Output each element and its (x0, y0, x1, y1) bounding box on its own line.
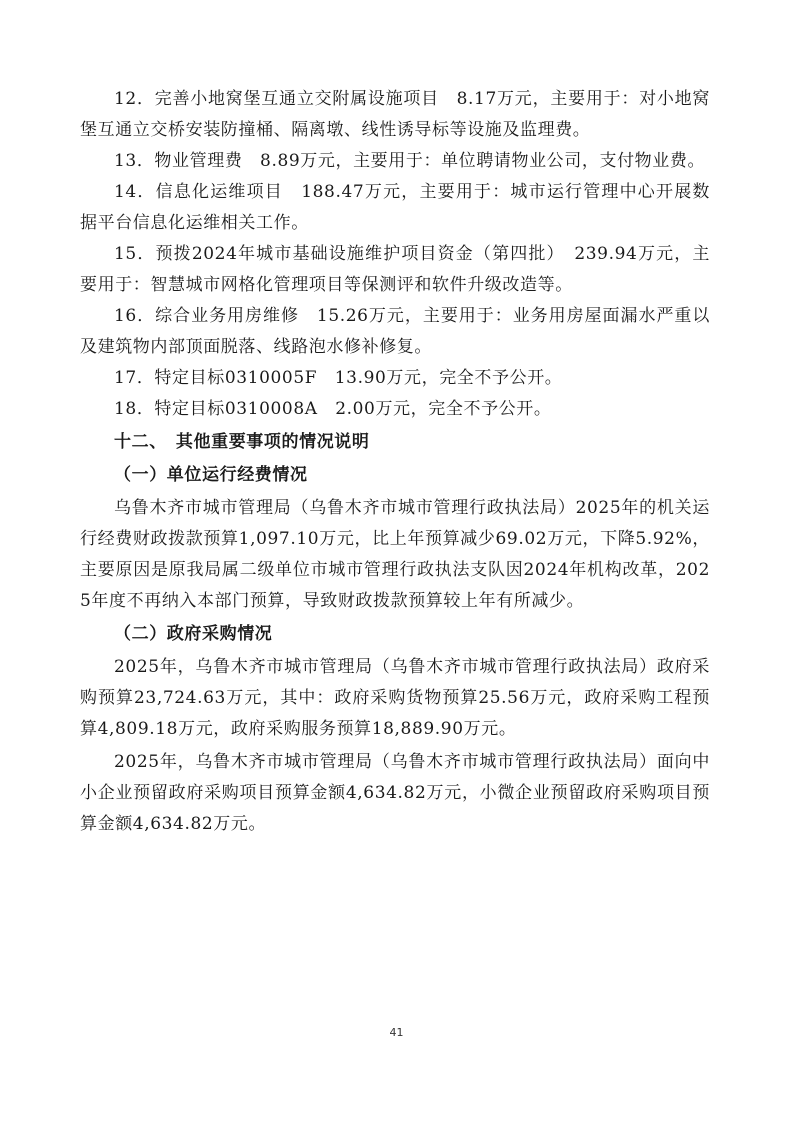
page-number: 41 (389, 1026, 404, 1039)
item-15-paragraph: 15．预拨2024年城市基础设施维护项目资金（第四批） 239.94万元，主要用于：智慧城市网格化管理项目等保测评和软件升级改造等。 (80, 244, 710, 295)
subsection-two-heading: （二）政府采购情况 (114, 624, 273, 644)
item-13-paragraph: 13．物业管理费 8.89万元，主要用于：单位聘请物业公司，支付物业费。 (114, 151, 706, 171)
section-twelve-heading: 十二、 其他重要事项的情况说明 (114, 432, 370, 452)
subsection-one-heading: （一）单位运行经费情况 (114, 465, 308, 485)
item-18-paragraph: 18．特定目标0310008A 2.00万元，完全不予公开。 (114, 399, 552, 419)
procurement-budget-paragraph: 2025年，乌鲁木齐市城市管理局（乌鲁木齐市城市管理行政执法局）政府采购预算23,724.63万元，其中：政府采购货物预算25.56万元，政府采购工程预算4,809.18万元，政府采购服务预算18,889.90万元。 (80, 657, 710, 739)
item-17-paragraph: 17．特定目标0310005F 13.90万元，完全不予公开。 (114, 368, 563, 388)
item-16-paragraph: 16．综合业务用房维修 15.26万元，主要用于：业务用房屋面漏水严重以及建筑物内部顶面脱落、线路泡水修补修复。 (80, 306, 710, 357)
page-body (80, 84, 710, 840)
sme-procurement-paragraph: 2025年，乌鲁木齐市城市管理局（乌鲁木齐市城市管理行政执法局）面向中小企业预留政府采购项目预算金额4,634.82万元，小微企业预留政府采购项目预算金额4,634.82万元。 (80, 752, 710, 834)
item-12-paragraph: 12．完善小地窝堡互通立交附属设施项目 8.17万元，主要用于：对小地窝堡互通立交桥安装防撞桶、隔离墩、线性诱导标等设施及监理费。 (80, 89, 710, 140)
operating-expenses-paragraph: 乌鲁木齐市城市管理局（乌鲁木齐市城市管理行政执法局）2025年的机关运行经费财政拨款预算1,097.10万元，比上年预算减少69.02万元，下降5.92%，主要原因是原我局属二级单位市城市管理行政执法支队因2024年机构改革，2025年度不再纳入本部门预算，导致财政拨款预算较上年有所减少。 (80, 498, 710, 611)
item-14-paragraph: 14．信息化运维项目 188.47万元，主要用于：城市运行管理中心开展数据平台信息化运维相关工作。 (80, 182, 710, 233)
